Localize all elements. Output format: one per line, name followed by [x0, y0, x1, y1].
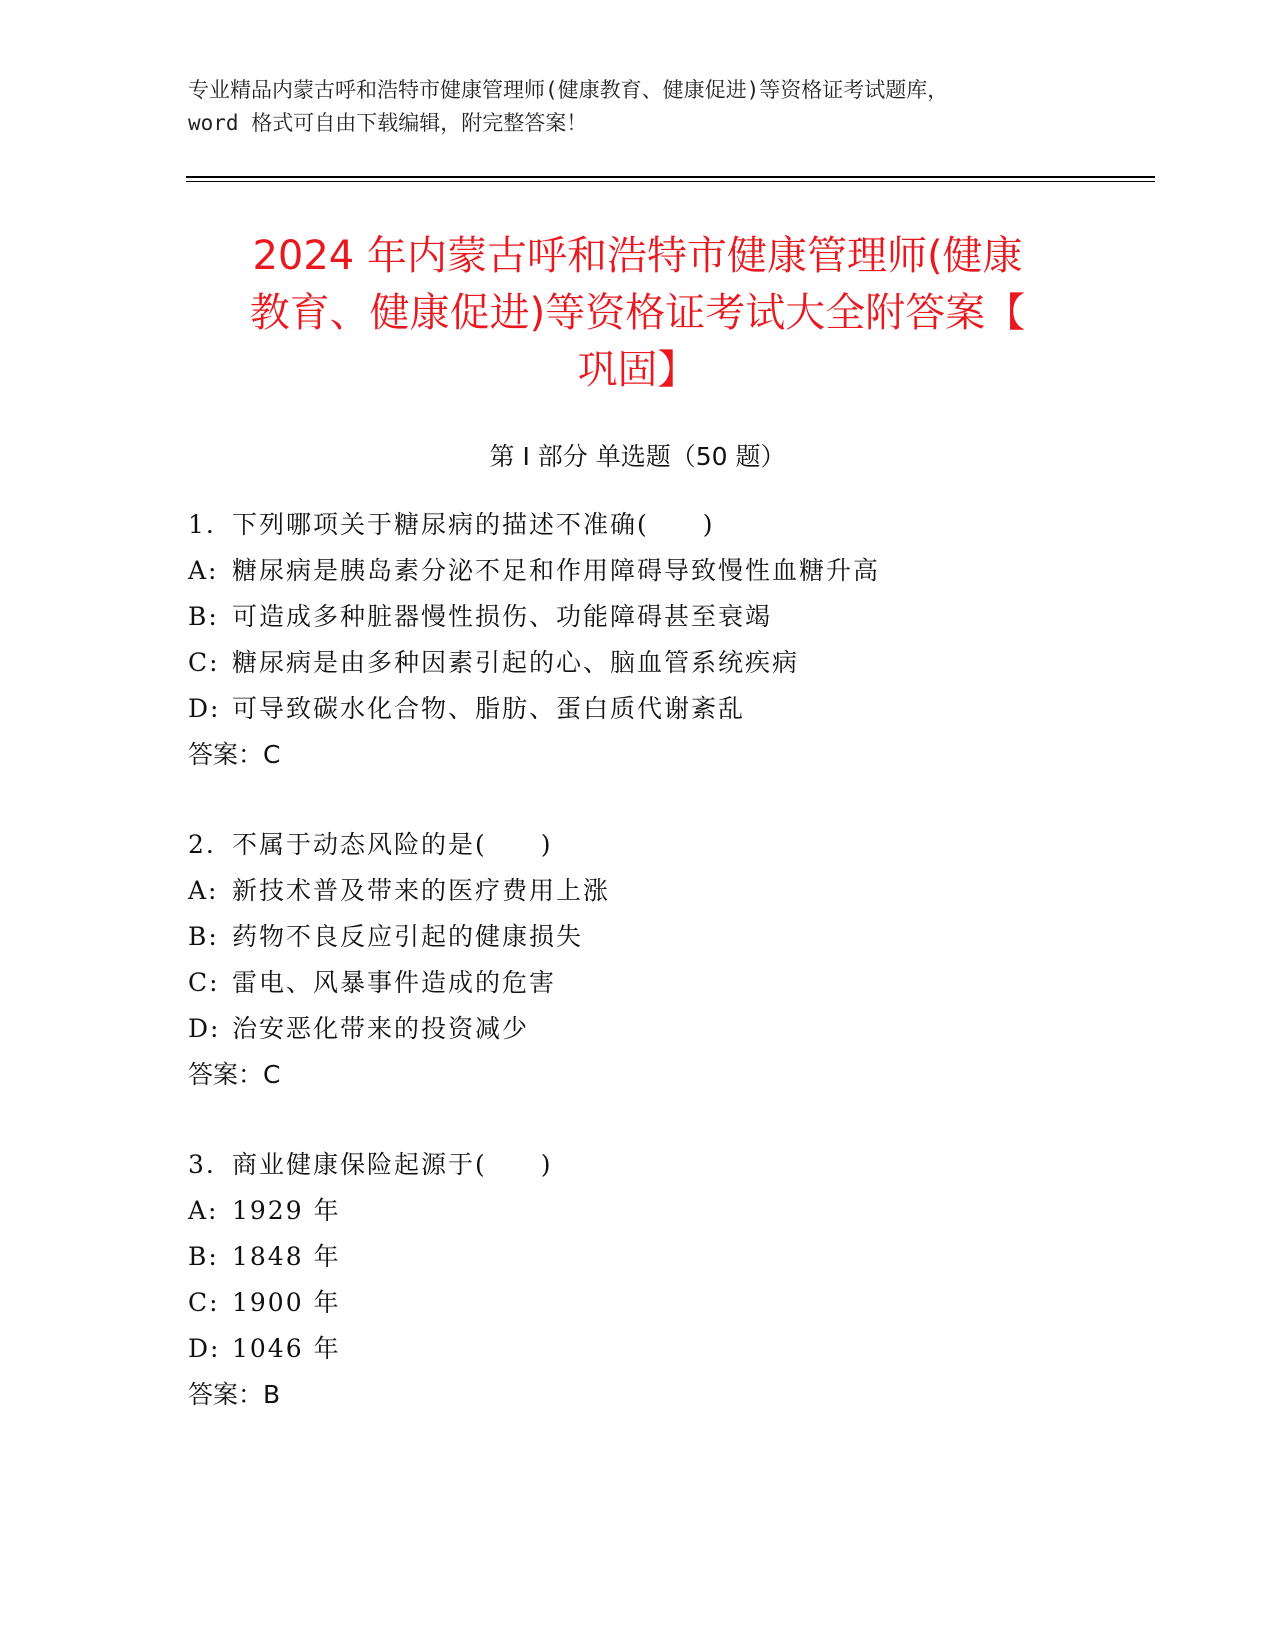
option-text: 1929 年 [232, 1196, 341, 1225]
option-key: C: [188, 648, 220, 677]
option-d [188, 686, 1148, 732]
option-key: D: [188, 1334, 221, 1363]
question-text: 下列哪项关于糖尿病的描述不准确( ) [232, 510, 715, 539]
question-stem [188, 1142, 1148, 1188]
option-d [188, 1006, 1148, 1052]
option-text: 1848 年 [232, 1242, 341, 1271]
document-title [150, 228, 1125, 399]
option-c [188, 640, 1148, 686]
option-key: A: [188, 556, 219, 585]
question-2 [188, 822, 1148, 1098]
question-3 [188, 1142, 1148, 1418]
question-number: 1. [188, 510, 216, 539]
question-number: 3. [188, 1150, 216, 1179]
option-text: 1900 年 [232, 1288, 341, 1317]
option-key: B: [188, 1242, 219, 1271]
option-key: B: [188, 922, 219, 951]
option-text: 可造成多种脏器慢性损伤、功能障碍甚至衰竭 [232, 602, 773, 631]
question-text: 不属于动态风险的是( ) [232, 830, 553, 859]
option-text: 1046 年 [232, 1334, 341, 1363]
option-key: D: [188, 1014, 221, 1043]
header-note-line-1: 专业精品内蒙古呼和浩特市健康管理师(健康教育、健康促进)等资格证考试题库， [188, 78, 949, 102]
option-key: C: [188, 1288, 220, 1317]
option-a [188, 1188, 1148, 1234]
option-key: A: [188, 876, 219, 905]
question-1 [188, 502, 1148, 778]
option-key: D: [188, 694, 221, 723]
header-divider-thin [186, 181, 1155, 182]
question-number: 2. [188, 830, 216, 859]
option-key: B: [188, 602, 219, 631]
option-text: 药物不良反应引起的健康损失 [232, 922, 584, 951]
option-key: C: [188, 968, 220, 997]
answer-line: 答案：B [188, 1380, 281, 1409]
option-a [188, 548, 1148, 594]
document-title-line-2: 教育、健康促进)等资格证考试大全附答案【 [249, 290, 1026, 336]
option-text: 糖尿病是胰岛素分泌不足和作用障碍导致慢性血糖升高 [232, 556, 881, 585]
option-c [188, 960, 1148, 1006]
option-b [188, 914, 1148, 960]
option-c [188, 1280, 1148, 1326]
option-d [188, 1326, 1148, 1372]
option-b [188, 1234, 1148, 1280]
question-text: 商业健康保险起源于( ) [232, 1150, 553, 1179]
document-title-line-1: 2024 年内蒙古呼和浩特市健康管理师(健康 [252, 233, 1023, 279]
option-text: 糖尿病是由多种因素引起的心、脑血管系统疾病 [232, 648, 800, 677]
answer-line: 答案：C [188, 740, 281, 769]
option-a [188, 868, 1148, 914]
header-note [188, 74, 1088, 140]
document-title-line-3: 巩固】 [577, 347, 698, 393]
option-text: 雷电、风暴事件造成的危害 [232, 968, 557, 997]
question-stem [188, 502, 1148, 548]
header-note-line-2: word 格式可自由下载编辑，附完整答案！ [188, 111, 588, 135]
option-text: 治安恶化带来的投资减少 [232, 1014, 530, 1043]
answer-line: 答案：C [188, 1060, 281, 1089]
option-text: 可导致碳水化合物、脂肪、蛋白质代谢紊乱 [232, 694, 746, 723]
option-b [188, 594, 1148, 640]
option-text: 新技术普及带来的医疗费用上涨 [232, 876, 611, 905]
option-key: A: [188, 1196, 219, 1225]
section-heading: 第 I 部分 单选题（50 题） [489, 442, 786, 471]
question-stem [188, 822, 1148, 868]
header-divider-thick [186, 176, 1155, 178]
